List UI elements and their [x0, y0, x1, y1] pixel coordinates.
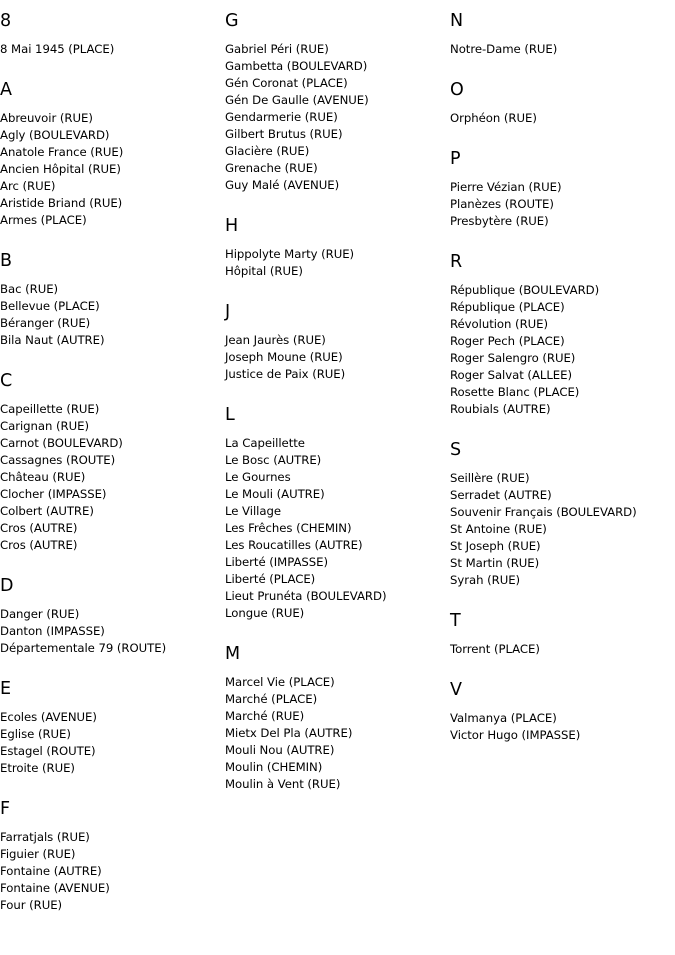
street-item: Orphéon (RUE) — [450, 111, 537, 125]
street-item: Carnot (BOULEVARD) — [0, 436, 123, 450]
street-item: Le Mouli (AUTRE) — [225, 487, 325, 501]
letter-heading: B — [0, 251, 13, 271]
street-item: Gilbert Brutus (RUE) — [225, 127, 343, 141]
letter-section — [450, 148, 672, 230]
letter-heading: T — [450, 611, 461, 631]
letter-heading: V — [450, 680, 462, 700]
street-item: Glacière (RUE) — [225, 144, 310, 158]
street-list — [450, 282, 672, 418]
street-item: Justice de Paix (RUE) — [225, 367, 346, 381]
street-list — [225, 332, 447, 383]
street-item: Notre-Dame (RUE) — [450, 42, 558, 56]
street-item: Colbert (AUTRE) — [0, 504, 94, 518]
letter-section — [450, 439, 672, 589]
letter-section — [225, 643, 447, 793]
street-item: Joseph Moune (RUE) — [225, 350, 343, 364]
street-item: Danger (RUE) — [0, 607, 80, 621]
letter-section — [0, 370, 222, 554]
street-item: Figuier (RUE) — [0, 847, 76, 861]
street-item: Syrah (RUE) — [450, 573, 521, 587]
street-item: Cros (AUTRE) — [0, 521, 78, 535]
street-list — [0, 709, 222, 777]
letter-heading: A — [0, 80, 12, 100]
letter-heading: R — [450, 252, 463, 272]
street-list — [0, 110, 222, 229]
street-list — [450, 179, 672, 230]
street-item: Mietx Del Pla (AUTRE) — [225, 726, 353, 740]
street-item: Rosette Blanc (PLACE) — [450, 385, 580, 399]
street-item: Gabriel Péri (RUE) — [225, 42, 329, 56]
street-item: Marché (RUE) — [225, 709, 305, 723]
letter-section — [450, 79, 672, 127]
street-item: Souvenir Français (BOULEVARD) — [450, 505, 637, 519]
street-item: Révolution (RUE) — [450, 317, 548, 331]
letter-section — [450, 10, 672, 58]
street-item: Eglise (RUE) — [0, 727, 71, 741]
street-item: Roger Salvat (ALLEE) — [450, 368, 572, 382]
street-item: Grenache (RUE) — [225, 161, 318, 175]
street-item: Marcel Vie (PLACE) — [225, 675, 335, 689]
street-item: St Joseph (RUE) — [450, 539, 541, 553]
street-item: Marché (PLACE) — [225, 692, 318, 706]
street-item: Le Gournes — [225, 470, 291, 484]
street-list — [0, 829, 222, 914]
street-item: Arc (RUE) — [0, 179, 56, 193]
street-item: Valmanya (PLACE) — [450, 711, 557, 725]
street-item: Ancien Hôpital (RUE) — [0, 162, 121, 176]
street-list — [0, 281, 222, 349]
street-list — [450, 110, 672, 127]
street-list — [225, 435, 447, 622]
street-item: Gambetta (BOULEVARD) — [225, 59, 368, 73]
letter-heading: 8 — [0, 11, 12, 31]
street-item: Liberté (IMPASSE) — [225, 555, 328, 569]
street-item: Aristide Briand (RUE) — [0, 196, 123, 210]
street-item: Guy Malé (AVENUE) — [225, 178, 340, 192]
street-item: Les Roucatilles (AUTRE) — [225, 538, 363, 552]
letter-section — [0, 678, 222, 777]
street-list — [450, 470, 672, 589]
letter-section — [225, 215, 447, 280]
street-list — [0, 41, 222, 58]
street-list — [225, 41, 447, 194]
street-item: Gén De Gaulle (AVENUE) — [225, 93, 369, 107]
street-item: Jean Jaurès (RUE) — [225, 333, 326, 347]
street-item: Pierre Vézian (RUE) — [450, 180, 562, 194]
letter-section — [450, 610, 672, 658]
street-item: Château (RUE) — [0, 470, 86, 484]
street-item: Capeillette (RUE) — [0, 402, 100, 416]
street-item: St Martin (RUE) — [450, 556, 540, 570]
letter-heading: L — [225, 405, 235, 425]
street-item: Roger Salengro (RUE) — [450, 351, 576, 365]
street-item: Bellevue (PLACE) — [0, 299, 100, 313]
street-item: Le Village — [225, 504, 281, 518]
street-item: Liberté (PLACE) — [225, 572, 316, 586]
letter-section — [0, 79, 222, 229]
street-item: Clocher (IMPASSE) — [0, 487, 107, 501]
letter-section — [450, 251, 672, 418]
letter-heading: G — [225, 11, 239, 31]
street-list — [0, 401, 222, 554]
letter-heading: P — [450, 149, 461, 169]
street-item: Abreuvoir (RUE) — [0, 111, 93, 125]
street-item: Lieut Prunéta (BOULEVARD) — [225, 589, 387, 603]
letter-section — [0, 575, 222, 657]
street-item: Le Bosc (AUTRE) — [225, 453, 322, 467]
street-list — [225, 246, 447, 280]
street-item: La Capeillette — [225, 436, 305, 450]
letter-heading: C — [0, 371, 13, 391]
street-item: Cros (AUTRE) — [0, 538, 78, 552]
street-item: Armes (PLACE) — [0, 213, 87, 227]
street-list — [450, 710, 672, 744]
letter-heading: E — [0, 679, 12, 699]
street-item: Moulin à Vent (RUE) — [225, 777, 341, 791]
street-item: Estagel (ROUTE) — [0, 744, 96, 758]
street-item: Farratjals (RUE) — [0, 830, 90, 844]
letter-section — [450, 679, 672, 744]
letter-heading: M — [225, 644, 241, 664]
letter-heading: D — [0, 576, 14, 596]
street-item: Mouli Nou (AUTRE) — [225, 743, 335, 757]
street-item: Longue (RUE) — [225, 606, 305, 620]
street-list — [0, 606, 222, 657]
street-item: Four (RUE) — [0, 898, 63, 912]
street-item: Etroite (RUE) — [0, 761, 75, 775]
street-item: Hôpital (RUE) — [225, 264, 303, 278]
street-item: Béranger (RUE) — [0, 316, 91, 330]
street-item: Seillère (RUE) — [450, 471, 530, 485]
street-item: Ecoles (AVENUE) — [0, 710, 97, 724]
street-item: Départementale 79 (ROUTE) — [0, 641, 167, 655]
street-item: Victor Hugo (IMPASSE) — [450, 728, 581, 742]
street-item: Serradet (AUTRE) — [450, 488, 552, 502]
street-list — [225, 674, 447, 793]
letter-heading: J — [225, 302, 231, 322]
letter-heading: F — [0, 799, 11, 819]
index-column-3 — [450, 10, 672, 765]
letter-section — [0, 250, 222, 349]
letter-heading: H — [225, 216, 239, 236]
street-list — [450, 641, 672, 658]
street-item: Roger Pech (PLACE) — [450, 334, 565, 348]
street-item: Anatole France (RUE) — [0, 145, 124, 159]
letter-section — [225, 301, 447, 383]
street-item: Fontaine (AVENUE) — [0, 881, 110, 895]
letter-heading: S — [450, 440, 462, 460]
street-item: Gendarmerie (RUE) — [225, 110, 338, 124]
street-item: Agly (BOULEVARD) — [0, 128, 110, 142]
letter-section — [0, 10, 222, 58]
street-item: Danton (IMPASSE) — [0, 624, 105, 638]
street-item: Hippolyte Marty (RUE) — [225, 247, 355, 261]
street-item: Les Frêches (CHEMIN) — [225, 521, 352, 535]
street-item: Planèzes (ROUTE) — [450, 197, 554, 211]
letter-section — [225, 10, 447, 194]
street-item: Roubials (AUTRE) — [450, 402, 551, 416]
letter-section — [225, 404, 447, 622]
street-item: Moulin (CHEMIN) — [225, 760, 323, 774]
street-item: Torrent (PLACE) — [450, 642, 540, 656]
street-item: St Antoine (RUE) — [450, 522, 547, 536]
letter-section — [0, 798, 222, 914]
street-item: Presbytère (RUE) — [450, 214, 549, 228]
street-item: Bac (RUE) — [0, 282, 59, 296]
street-item: Cassagnes (ROUTE) — [0, 453, 116, 467]
street-item: République (BOULEVARD) — [450, 283, 600, 297]
index-column-1 — [0, 10, 222, 935]
street-item: 8 Mai 1945 (PLACE) — [0, 42, 115, 56]
letter-heading: N — [450, 11, 464, 31]
street-item: Fontaine (AUTRE) — [0, 864, 102, 878]
street-list — [450, 41, 672, 58]
street-item: République (PLACE) — [450, 300, 565, 314]
street-item: Bila Naut (AUTRE) — [0, 333, 105, 347]
letter-heading: O — [450, 80, 464, 100]
street-item: Gén Coronat (PLACE) — [225, 76, 348, 90]
index-column-2 — [225, 10, 447, 814]
street-item: Carignan (RUE) — [0, 419, 89, 433]
